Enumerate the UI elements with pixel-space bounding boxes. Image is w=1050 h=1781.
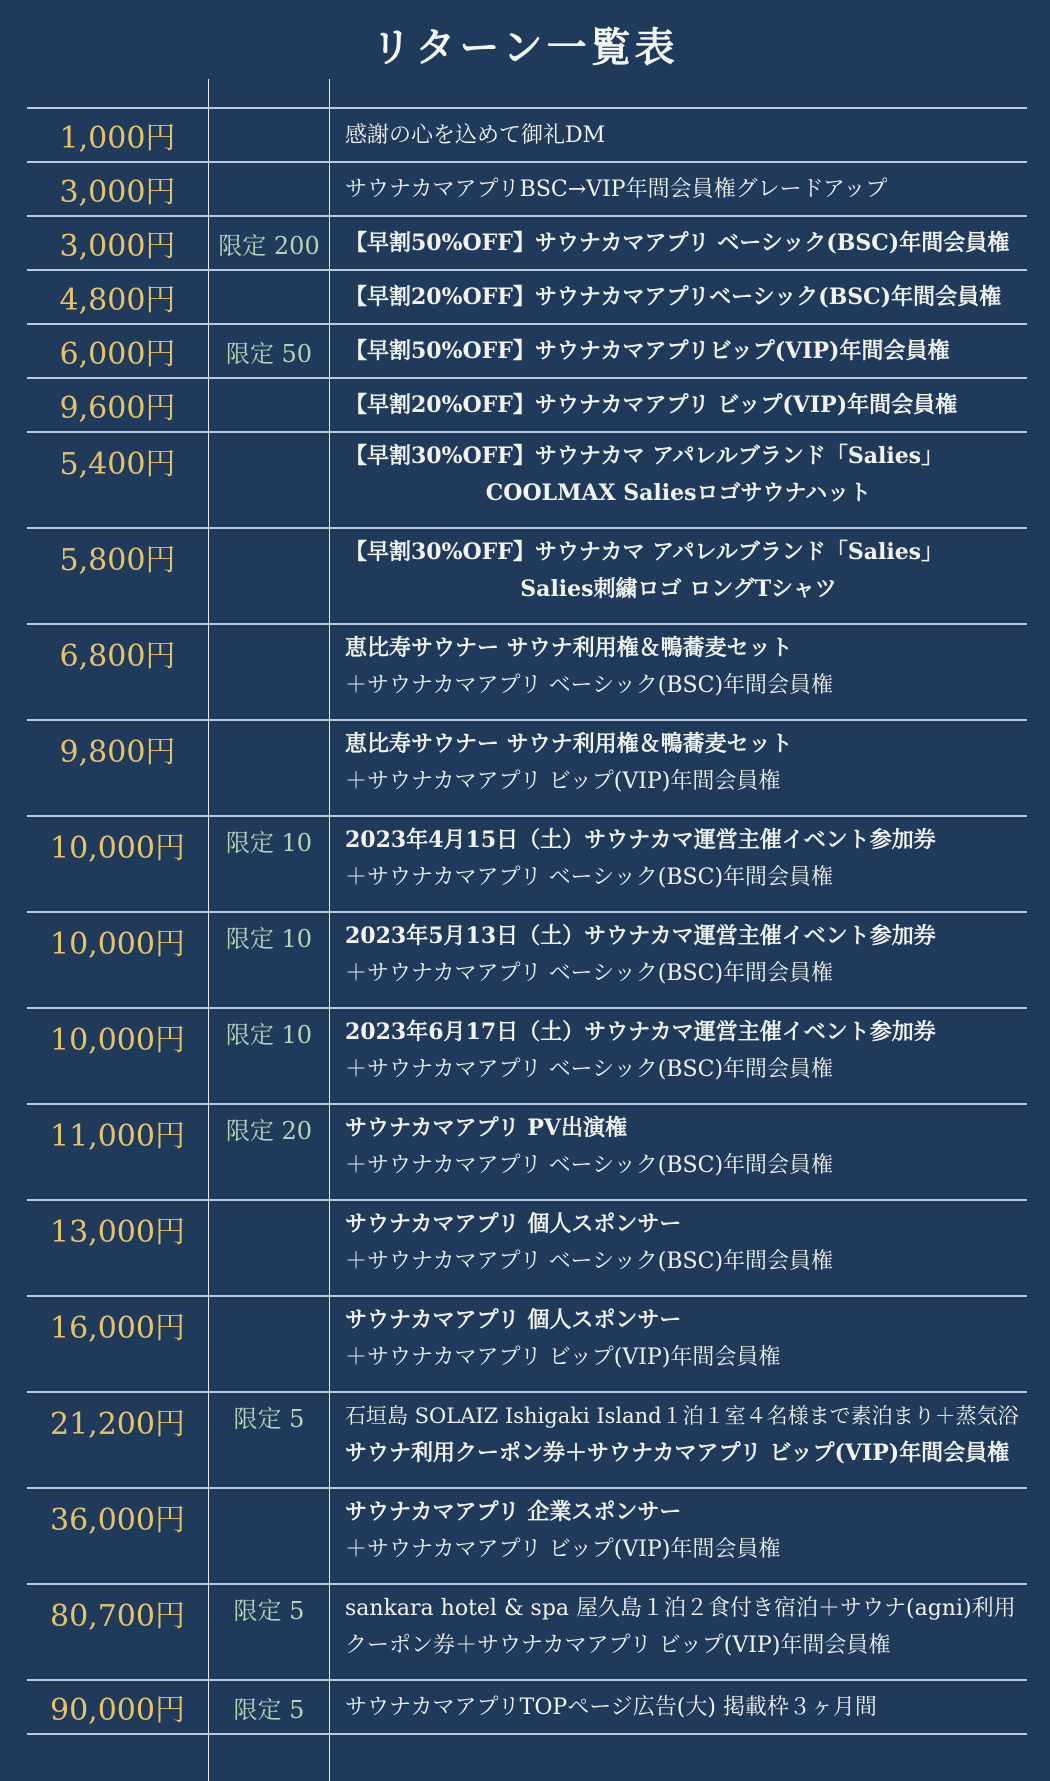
price-column-stub: [27, 1735, 209, 1781]
price-cell: 5,400円: [27, 433, 209, 527]
description-cell: [330, 625, 1027, 719]
limit-cell: 限定 10: [209, 817, 330, 911]
description-line: 恵比寿サウナー サウナ利用権＆鴨蕎麦セット: [345, 635, 793, 661]
table-row: [27, 161, 1027, 215]
table-row: [27, 1295, 1027, 1391]
description-line: 【早割50%OFF】サウナカマアプリ ベーシック(BSC)年間会員権: [345, 229, 1010, 256]
description-cell: [330, 1393, 1027, 1487]
limit-cell: [209, 1201, 330, 1295]
description-line: 【早割30%OFF】サウナカマ アパレルブランド「Salies」: [345, 539, 944, 565]
description-line: 2023年5月13日（土）サウナカマ運営主催イベント参加券: [345, 923, 936, 949]
description-line: 【早割50%OFF】サウナカマアプリビップ(VIP)年間会員権: [345, 337, 950, 364]
description-line: サウナカマアプリ 個人スポンサー: [345, 1307, 682, 1333]
description-line: ＋サウナカマアプリ ベーシック(BSC)年間会員権: [345, 1057, 834, 1082]
description-column-stub: [330, 1735, 1027, 1781]
price-cell: 3,000円: [27, 163, 209, 215]
description-cell: [330, 1009, 1027, 1103]
description-line: 【早割30%OFF】サウナカマ アパレルブランド「Salies」: [345, 443, 944, 469]
limit-cell: 限定 10: [209, 913, 330, 1007]
table-row: [27, 1007, 1027, 1103]
price-cell: 10,000円: [27, 913, 209, 1007]
description-line: COOLMAX Saliesロゴサウナハット: [485, 480, 872, 506]
table-row: [27, 1487, 1027, 1583]
description-cell: [330, 721, 1027, 815]
description-line: ＋サウナカマアプリ ベーシック(BSC)年間会員権: [345, 673, 834, 698]
description-cell: [330, 433, 1027, 527]
description-line: ＋サウナカマアプリ ビップ(VIP)年間会員権: [345, 769, 781, 794]
limit-cell: 限定 5: [209, 1393, 330, 1487]
limit-cell: 限定 200: [209, 217, 330, 269]
limit-cell: [209, 433, 330, 527]
price-cell: 5,800円: [27, 529, 209, 623]
description-cell: [330, 271, 1027, 323]
table-row: [27, 1391, 1027, 1487]
price-cell: 4,800円: [27, 271, 209, 323]
price-cell: 80,700円: [27, 1585, 209, 1679]
limit-cell: [209, 529, 330, 623]
description-cell: [330, 379, 1027, 431]
description-line: 恵比寿サウナー サウナ利用権＆鴨蕎麦セット: [345, 731, 793, 757]
limit-cell: [209, 625, 330, 719]
column-line-stub-bottom: [27, 1733, 1027, 1781]
description-line: サウナカマアプリ 個人スポンサー: [345, 1211, 682, 1237]
price-cell: 10,000円: [27, 817, 209, 911]
limit-cell: 限定 5: [209, 1585, 330, 1679]
description-cell: [330, 1297, 1027, 1391]
description-cell: [330, 163, 1027, 215]
limit-cell: 限定 50: [209, 325, 330, 377]
table-row: [27, 911, 1027, 1007]
table-row: [27, 1679, 1027, 1733]
table-row: [27, 215, 1027, 269]
description-line: 感謝の心を込めて御礼DM: [345, 122, 606, 148]
table-row: [27, 377, 1027, 431]
limit-cell: [209, 379, 330, 431]
description-cell: [330, 217, 1027, 269]
price-cell: 90,000円: [27, 1681, 209, 1733]
description-cell: [330, 109, 1027, 161]
description-line: ＋サウナカマアプリ ベーシック(BSC)年間会員権: [345, 865, 834, 890]
description-line: ＋サウナカマアプリ ベーシック(BSC)年間会員権: [345, 1249, 834, 1274]
description-line: サウナカマアプリBSC→VIP年間会員権グレードアップ: [345, 176, 888, 202]
returns-table: [27, 79, 1027, 1781]
limit-cell: 限定 5: [209, 1681, 330, 1733]
price-column-stub: [27, 79, 209, 107]
description-cell: [330, 1585, 1027, 1679]
limit-cell: [209, 163, 330, 215]
price-cell: 6,800円: [27, 625, 209, 719]
description-line: サウナカマアプリ 企業スポンサー: [345, 1499, 682, 1525]
price-cell: 13,000円: [27, 1201, 209, 1295]
description-cell: [330, 817, 1027, 911]
limit-cell: [209, 721, 330, 815]
description-line: sankara hotel & spa 屋久島１泊２食付き宿泊＋サウナ(agni)利用: [345, 1596, 1016, 1621]
description-line: サウナカマアプリTOPページ広告(大) 掲載枠３ヶ月間: [345, 1694, 877, 1720]
table-row: [27, 107, 1027, 161]
price-cell: 21,200円: [27, 1393, 209, 1487]
limit-column-stub: [209, 79, 330, 107]
limit-cell: [209, 109, 330, 161]
limit-cell: [209, 271, 330, 323]
description-line: 石垣島 SOLAIZ Ishigaki Island１泊１室４名様まで素泊まり＋蒸気浴: [345, 1404, 1019, 1428]
table-row: [27, 1199, 1027, 1295]
description-cell: [330, 913, 1027, 1007]
description-cell: [330, 325, 1027, 377]
column-line-stub-top: [27, 79, 1027, 107]
price-cell: 16,000円: [27, 1297, 209, 1391]
description-cell: [330, 1681, 1027, 1733]
limit-cell: [209, 1297, 330, 1391]
limit-cell: 限定 10: [209, 1009, 330, 1103]
description-line: 【早割20%OFF】サウナカマアプリベーシック(BSC)年間会員権: [345, 283, 1002, 310]
description-line: サウナ利用クーポン券＋サウナカマアプリ ビップ(VIP)年間会員権: [345, 1440, 1010, 1466]
description-column-stub: [330, 79, 1027, 107]
table-row: [27, 323, 1027, 377]
description-cell: [330, 1489, 1027, 1583]
price-cell: 9,600円: [27, 379, 209, 431]
price-cell: 3,000円: [27, 217, 209, 269]
description-line: サウナカマアプリ PV出演権: [345, 1115, 627, 1141]
page-title: リターン一覧表: [371, 24, 679, 71]
description-line: ＋サウナカマアプリ ベーシック(BSC)年間会員権: [345, 961, 834, 986]
price-cell: 10,000円: [27, 1009, 209, 1103]
table-row: [27, 1583, 1027, 1679]
table-row: [27, 719, 1027, 815]
description-cell: [330, 1105, 1027, 1199]
description-cell: [330, 1201, 1027, 1295]
description-line: ＋サウナカマアプリ ビップ(VIP)年間会員権: [345, 1345, 781, 1370]
description-line: ＋サウナカマアプリ ビップ(VIP)年間会員権: [345, 1537, 781, 1562]
limit-column-stub: [209, 1735, 330, 1781]
description-cell: [330, 529, 1027, 623]
table-row: [27, 623, 1027, 719]
description-line: 2023年4月15日（土）サウナカマ運営主催イベント参加券: [345, 827, 936, 853]
price-cell: 1,000円: [27, 109, 209, 161]
price-cell: 36,000円: [27, 1489, 209, 1583]
price-cell: 6,000円: [27, 325, 209, 377]
description-line: 2023年6月17日（土）サウナカマ運営主催イベント参加券: [345, 1019, 936, 1045]
price-cell: 11,000円: [27, 1105, 209, 1199]
price-cell: 9,800円: [27, 721, 209, 815]
description-line: クーポン券＋サウナカマアプリ ビップ(VIP)年間会員権: [345, 1633, 891, 1658]
table-row: [27, 1103, 1027, 1199]
description-line: ＋サウナカマアプリ ベーシック(BSC)年間会員権: [345, 1153, 834, 1178]
table-row: [27, 431, 1027, 527]
limit-cell: [209, 1489, 330, 1583]
table-row: [27, 527, 1027, 623]
description-line: 【早割20%OFF】サウナカマアプリ ビップ(VIP)年間会員権: [345, 391, 958, 418]
table-row: [27, 815, 1027, 911]
table-row: [27, 269, 1027, 323]
description-line: Salies刺繍ロゴ ロングTシャツ: [520, 576, 837, 602]
limit-cell: 限定 20: [209, 1105, 330, 1199]
